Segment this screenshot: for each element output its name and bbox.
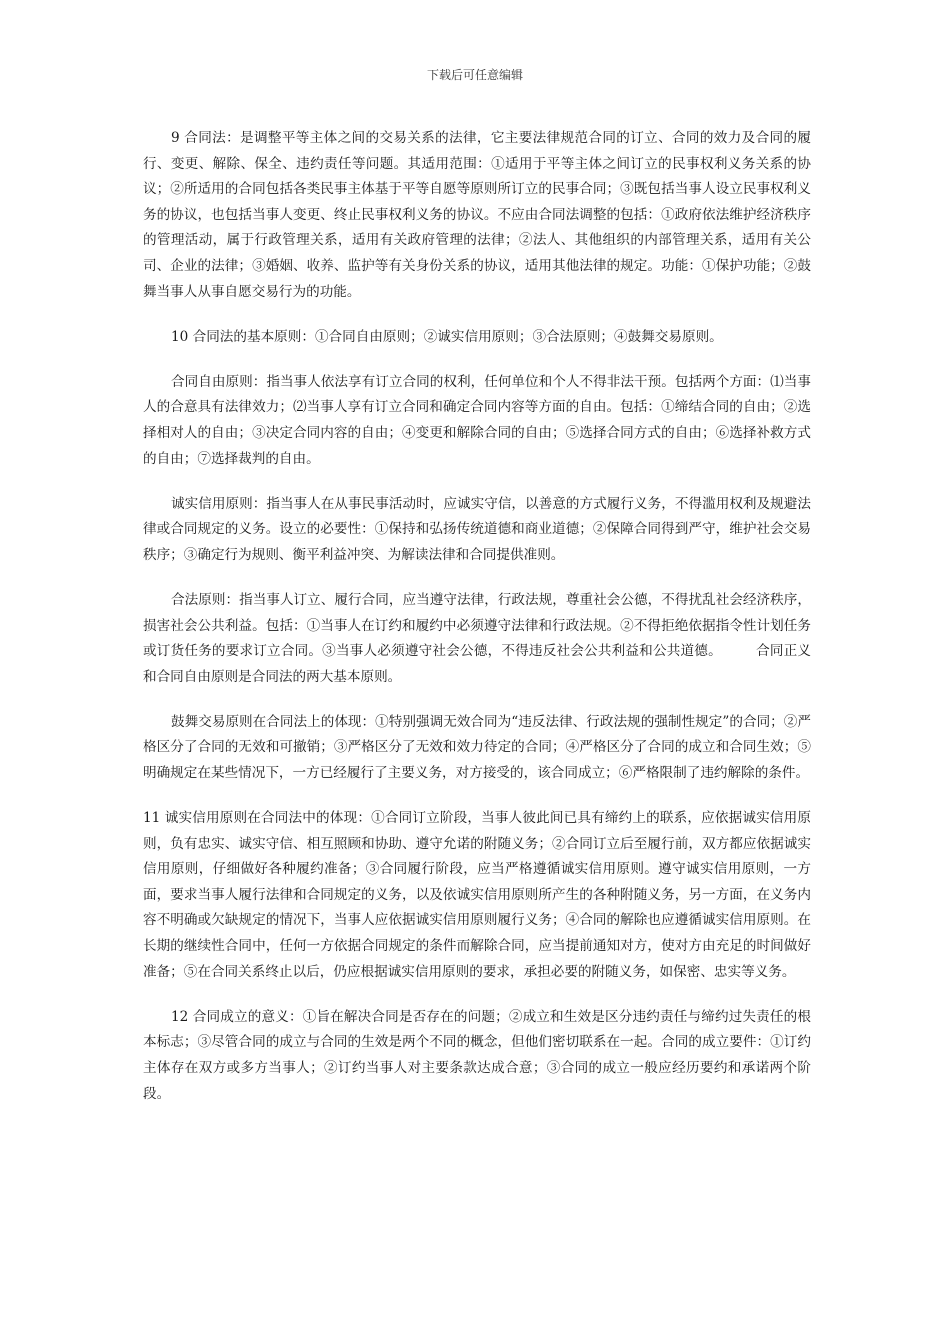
paragraph-good-faith-application: 11 诚实信用原则在合同法中的体现：①合同订立阶段，当事人彼此间已具有缔约上的联系，应依据诚实信用原则，负有忠实、诚实守信、相互照顾和协助、遵守允诺的附随义务；②合同订立后至履行前，双方都应依据诚实信用原则，仔细做好各种履约准备；③合同履行阶段，应当严格遵循诚实信用原则。遵守诚实信用原则，一方面，要求当事人履行法律和合同规定的义务，以及依诚实信用原则所产生的各种附随义务，另一方面，在义务内容不明确或欠缺规定的情况下，当事人应依据诚实信用原则履行义务；④合同的解除也应遵循诚实信用原则。在长期的继续性合同中，任何一方依据合同规定的条件而解除合同，应当提前通知对方，使对方由充足的时间做好准备；⑤在合同关系终止以后，仍应根据诚实信用原则的要求，承担必要的附随义务，如保密、忠实等义务。 bbox=[143, 810, 811, 980]
paragraph-contract-law-definition: 9 合同法：是调整平等主体之间的交易关系的法律，它主要法律规范合同的订立、合同的效力及合同的履行、变更、解除、保全、违约责任等问题。其适用范围：①适用于平等主体之间订立的民事权利义务关系的协议；②所适用的合同包括各类民事主体基于平等自愿等原则所订立的民事合同；③既包括当事人设立民事权利义务的协议，也包括当事人变更、终止民事权利义务的协议。不应由合同法调整的包括：①政府依法维护经济秩序的管理活动，属于行政管理关系，适用有关政府管理的法律；②法人、其他组织的内部管理关系，适用有关公司、企业的法律；③婚姻、收养、监护等有关身份关系的协议，适用其他法律的规定。功能：①保护功能；②鼓舞当事人从事自愿交易行为的功能。 bbox=[143, 130, 811, 300]
legality-principle-text: 合法原则：指当事人订立、履行合同，应当遵守法律，行政法规，尊重社会公德，不得扰乱社会经济秩序，损害社会公共利益。包括：①当事人在订约和履约中必须遵守法律和行政法规。②不得拒绝依据指令性计划任务或订货任务的要求订立合同。③当事人必须遵守社会公德，不得违反社会公共利益和公共道德。 bbox=[143, 591, 811, 660]
document-body bbox=[143, 126, 811, 1127]
paragraph-encourage-trade: 鼓舞交易原则在合同法上的体现：①特别强调无效合同为“违反法律、行政法规的强制性规定”的合同；②严格区分了合同的无效和可撤销；③严格区分了无效和效力待定的合同；④严格区分了合同的成立和合同生效；⑤明确规定在某些情况下，一方已经履行了主要义务，对方接受的，该合同成立；⑥严格限制了违约解除的条件。 bbox=[143, 713, 811, 781]
paragraph-basic-principles: 10 合同法的基本原则：①合同自由原则；②诚实信用原则；③合法原则；④鼓舞交易原则。 bbox=[171, 328, 723, 345]
paragraph-freedom-of-contract: 合同自由原则：指当事人依法享有订立合同的权利，任何单位和个人不得非法干预。包括两个方面：⑴当事人的合意具有法律效力；⑵当事人享有订立合同和确定合同内容等方面的自由。包括：①缔结合同的自由；②选择相对人的自由；③决定合同内容的自由；④变更和解除合同的自由；⑤选择合同方式的自由；⑥选择补救方式的自由；⑦选择裁判的自由。 bbox=[143, 373, 811, 467]
paragraph-contract-formation: 12 合同成立的意义：①旨在解决合同是否存在的问题；②成立和生效是区分违约责任与缔约过失责任的根本标志；③尽管合同的成立与合同的生效是两个不同的概念，但他们密切联系在一起。合同的成立要件：①订约主体存在双方或多方当事人；②订约当事人对主要条款达成合意；③合同的成立一般应经历要约和承诺两个阶段。 bbox=[143, 1008, 811, 1102]
paragraph-legality-principle bbox=[143, 588, 811, 690]
page-header: 下载后可任意编辑 bbox=[426, 68, 523, 82]
legality-principle-tail: 合同正义和合同自由原则是合同法的两大基本原则。 bbox=[143, 643, 812, 685]
paragraph-good-faith-principle: 诚实信用原则：指当事人在从事民事活动时，应诚实守信，以善意的方式履行义务，不得滥用权利及规避法律或合同规定的义务。设立的必要性：①保持和弘扬传统道德和商业道德；②保障合同得到严守，维护社会交易秩序；③确定行为规则、衡平利益冲突、为解读法律和合同提供准则。 bbox=[143, 495, 811, 563]
